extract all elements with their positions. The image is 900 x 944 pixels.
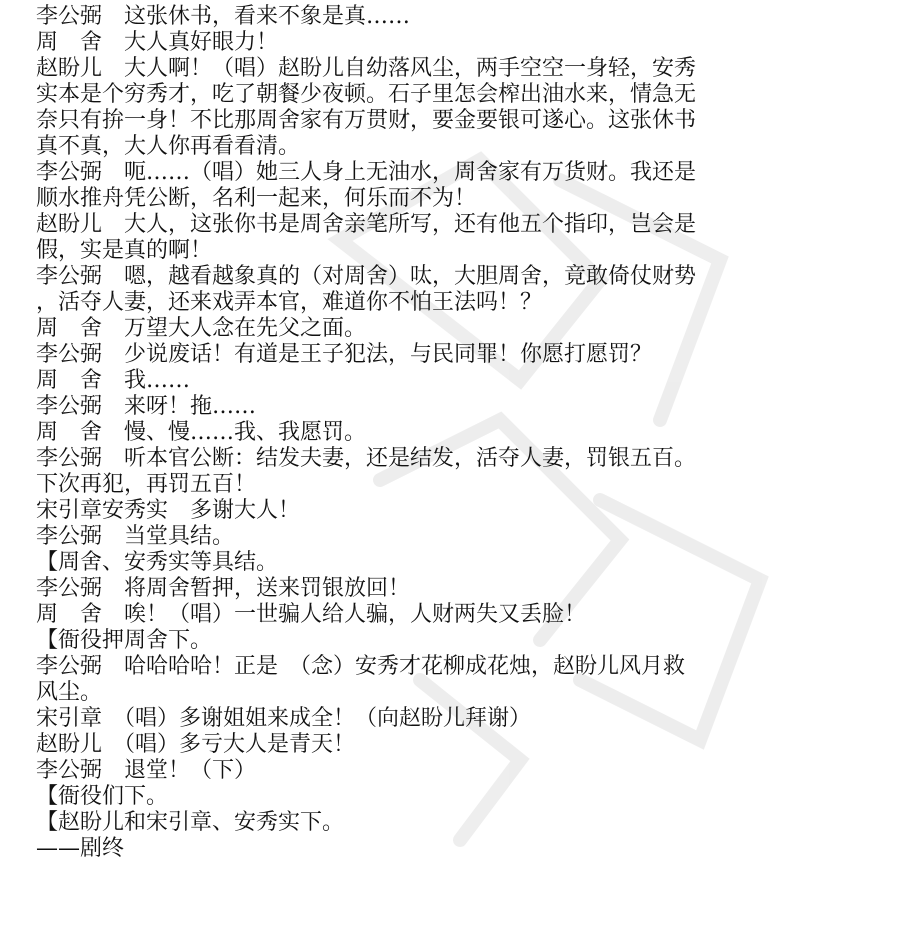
script-line: 真不真，大人你再看看清。 [36,134,301,159]
script-line: 下次再犯，再罚五百！ [36,472,257,497]
script-line: 周 舍 唉！（唱）一世骗人给人骗，人财两失又丢脸！ [36,602,587,627]
script-line: ，活夺人妻，还来戏弄本官，难道你不怕王法吗！？ [36,290,543,315]
script-line: 【衙役押周舍下。 [36,628,213,653]
script-line: 李公弼 嗯，越看越象真的（对周舍）呔，大胆周舍，竟敢倚仗财势 [36,264,697,289]
script-line: 假，实是真的啊！ [36,238,213,263]
script-line: 赵盼儿 （唱）多亏大人是青天！ [36,732,356,757]
script-line: 李公弼 少说废话！有道是王子犯法，与民同罪！你愿打愿罚？ [36,342,653,367]
script-line: ——剧终 [36,836,125,861]
script-line: 风尘。 [36,680,103,705]
script-line: 李公弼 哈哈哈哈！正是 （念）安秀才花柳成花烛，赵盼儿风月救 [36,654,686,679]
script-line: 宋引章 （唱）多谢姐姐来成全！（向赵盼儿拜谢） [36,706,532,731]
script-line: 李公弼 这张休书，看来不象是真…… [36,4,411,29]
script-line: 【赵盼儿和宋引章、安秀实下。 [36,810,345,835]
script-line: 周 舍 我…… [36,368,191,393]
script-line: 李公弼 当堂具结。 [36,524,235,549]
script-line: 顺水推舟凭公断，名利一起来，何乐而不为！ [36,186,477,211]
script-line: 赵盼儿 大人，这张你书是周舍亲笔所写，还有他五个指印，岂会是 [36,212,697,237]
script-line: 实本是个穷秀才，吃了朝餐少夜顿。石子里怎会榨出油水来，情急无 [36,82,697,107]
script-line: 周 舍 万望大人念在先父之面。 [36,316,367,341]
script-line: 李公弼 退堂！（下） [36,758,257,783]
script-line: 周 舍 大人真好眼力！ [36,30,279,55]
script-line: 李公弼 将周舍暂押，送来罚银放回！ [36,576,411,601]
script-line: 李公弼 呃……（唱）她三人身上无油水，周舍家有万货财。我还是 [36,160,697,185]
script-line: 李公弼 来呀！拖…… [36,394,257,419]
script-line: 【周舍、安秀实等具结。 [36,550,279,575]
script-line: 周 舍 慢、慢……我、我愿罚。 [36,420,367,445]
script-text [36,4,876,862]
script-line: 【衙役们下。 [36,784,169,809]
script-line: 宋引章安秀实 多谢大人！ [36,498,301,523]
script-line: 奈只有拚一身！不比那周舍家有万贯财，要金要银可遂心。这张休书 [36,108,697,133]
script-line: 李公弼 听本官公断：结发夫妻，还是结发，活夺人妻，罚银五百。 [36,446,697,471]
script-line: 赵盼儿 大人啊！（唱）赵盼儿自幼落风尘，两手空空一身轻，安秀 [36,56,697,81]
